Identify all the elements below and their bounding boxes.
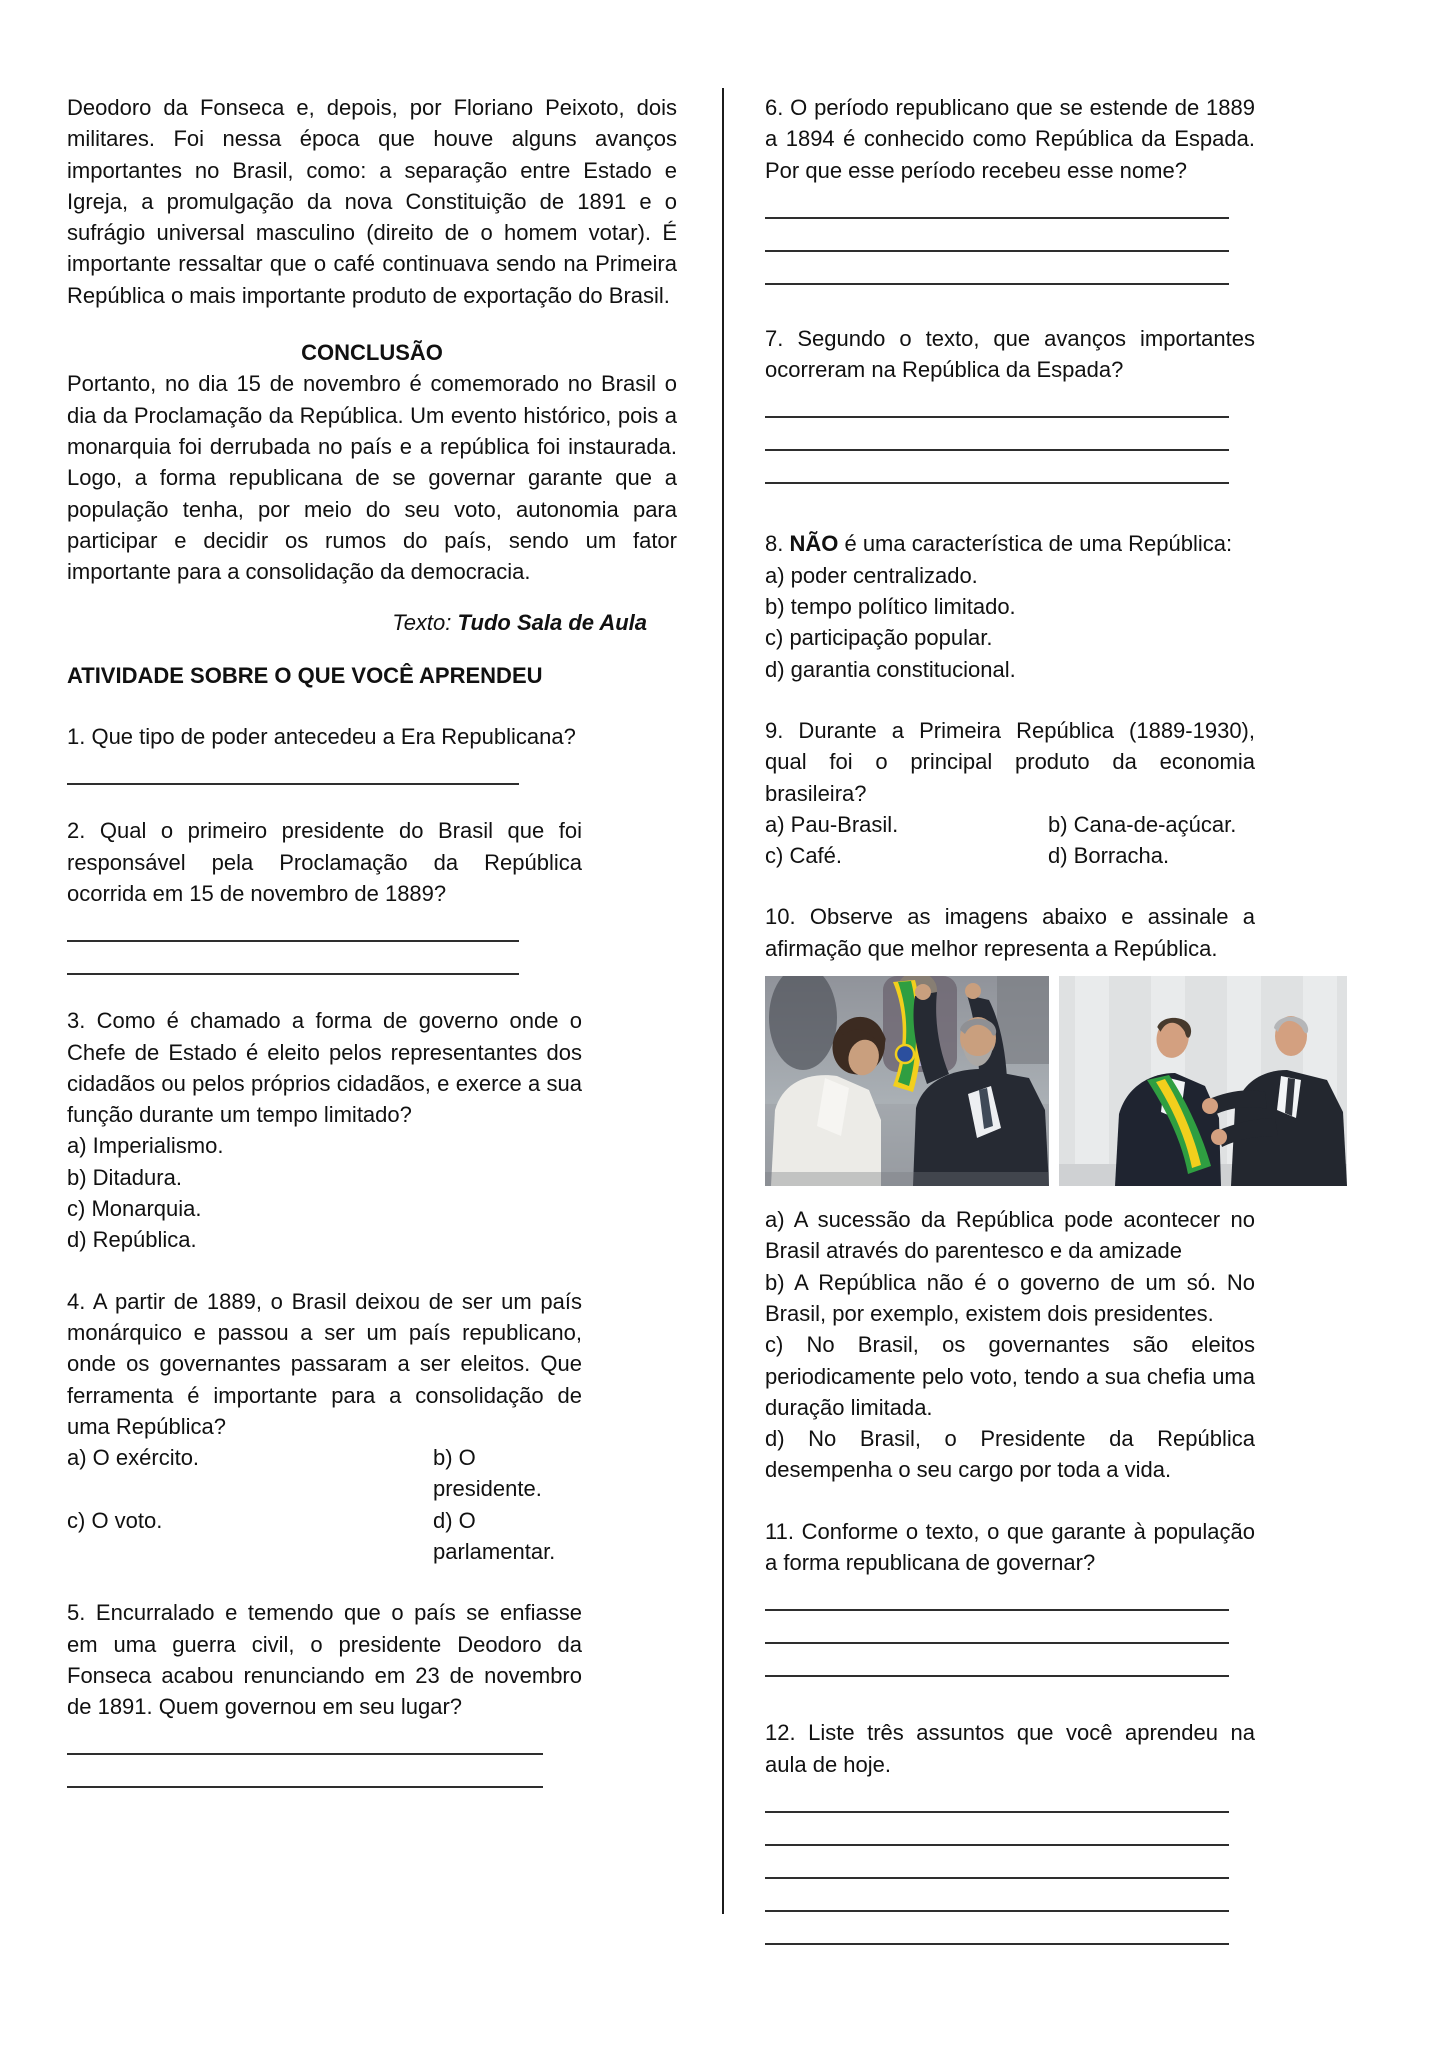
- option-c: c) Monarquia.: [67, 1196, 202, 1222]
- question-text: 7. Segundo o texto, que avanços importantes ocorreram na República da Espada?: [765, 325, 1255, 383]
- option-b: b) Ditadura.: [67, 1164, 182, 1190]
- answer-line: [765, 219, 1229, 252]
- question-number: 8.: [765, 531, 790, 557]
- question-bold-word: NÃO: [789, 531, 839, 557]
- options-row: [765, 809, 1255, 840]
- option-a: a) Pau-Brasil.: [765, 811, 899, 837]
- option-d: d) O parlamentar.: [433, 1507, 556, 1564]
- answer-line: [765, 1644, 1229, 1677]
- question-3: [67, 1005, 582, 1255]
- answer-line: [765, 252, 1229, 285]
- answer-line: [765, 418, 1229, 451]
- question-4: [67, 1286, 582, 1568]
- option-a: a) poder centralizado.: [765, 562, 978, 588]
- conclusion-heading: CONCLUSÃO: [301, 340, 443, 366]
- question-11: [765, 1516, 1255, 1678]
- question-text: 1. Que tipo de poder antecedeu a Era Republicana?: [67, 724, 576, 750]
- question-text: 10. Observe as imagens abaixo e assinale a afirmação que melhor representa a República.: [765, 904, 1255, 961]
- question-text: 9. Durante a Primeira República (1889-1930), qual foi o principal produto da economia brasileira?: [765, 717, 1255, 806]
- photo-bolsonaro-temer-sash: [1059, 976, 1347, 1186]
- questions-left: [67, 721, 582, 1788]
- source-credit-line: [67, 607, 677, 638]
- question-text: 12. Liste três assuntos que você aprendeu na aula de hoje.: [765, 1720, 1255, 1777]
- source-name: Tudo Sala de Aula: [457, 610, 647, 636]
- answer-line: [765, 186, 1229, 219]
- right-column: [765, 92, 1255, 1975]
- question-text: 5. Encurralado e temendo que o país se enfiasse em uma guerra civil, o presidente Deodoro da Fonseca acabou renunciando em 23 de novembro de 1891. Quem governou em seu lugar?: [67, 1600, 582, 1720]
- option-d: d) República.: [67, 1227, 197, 1253]
- answer-line: [67, 752, 519, 785]
- question-8: [765, 528, 1255, 684]
- answer-line: [765, 1611, 1229, 1644]
- answer-line: [765, 1780, 1229, 1813]
- answer-line: [765, 451, 1229, 484]
- option-d: d) garantia constitucional.: [765, 656, 1016, 682]
- option-a: a) A sucessão da República pode acontecer no Brasil através do parentesco e da amizade: [765, 1207, 1255, 1264]
- option-a: a) Imperialismo.: [67, 1133, 224, 1159]
- question-rest: é uma característica de uma República:: [838, 531, 1233, 557]
- option-c: c) O voto.: [67, 1507, 163, 1533]
- question-9: [765, 715, 1255, 871]
- question-2: [67, 815, 582, 975]
- options-row: [67, 1505, 582, 1568]
- option-b: b) O presidente.: [433, 1445, 542, 1502]
- question-text: 2. Qual o primeiro presidente do Brasil que foi responsável pela Proclamação da República ocorrida em 15 de novembro de 1889?: [67, 818, 582, 906]
- option-c: c) No Brasil, os governantes são eleitos periodicamente pelo voto, tendo a sua chefia uma duração limitada.: [765, 1332, 1255, 1420]
- options-row: [67, 1442, 582, 1505]
- source-prefix: Texto:: [392, 610, 458, 636]
- answer-line: [765, 1578, 1229, 1611]
- options-row: [765, 840, 1255, 871]
- answer-line: [67, 1722, 543, 1755]
- option-d: d) No Brasil, o Presidente da República desempenha o seu cargo por toda a vida.: [765, 1426, 1255, 1483]
- question-text: 3. Como é chamado a forma de governo onde o Chefe de Estado é eleito pelos representantes dos cidadãos ou pelos próprios cidadãos, e exerce a sua função durante um tempo limitado?: [67, 1008, 582, 1128]
- photo-dilma-lula-sash: [765, 976, 1049, 1186]
- answer-line: [67, 942, 519, 975]
- option-c: c) participação popular.: [765, 625, 993, 651]
- question-text: [765, 528, 1255, 559]
- option-d: d) Borracha.: [1048, 843, 1170, 869]
- column-divider-line: [722, 88, 724, 1914]
- question-10: [765, 901, 1255, 1485]
- option-b: b) Cana-de-açúcar.: [1048, 811, 1237, 837]
- question-text: 4. A partir de 1889, o Brasil deixou de ser um país monárquico e passou a ser um país republicano, onde os governantes passaram a ser eleitos. Que ferramenta é importante para a consolidação de uma República?: [67, 1288, 582, 1439]
- option-c: c) Café.: [765, 843, 843, 869]
- answer-line: [765, 1846, 1229, 1879]
- option-a: a) O exército.: [67, 1445, 200, 1471]
- option-b: b) A República não é o governo de um só. No Brasil, por exemplo, existem dois presidentes.: [765, 1269, 1255, 1326]
- question-text: 6. O período republicano que se estende de 1889 a 1894 é conhecido como República da Espada. Por que esse período recebeu esse nome?: [765, 95, 1255, 183]
- answer-line: [765, 1813, 1229, 1846]
- answer-line: [765, 1912, 1229, 1945]
- intro-paragraph: Deodoro da Fonseca e, depois, por Floriano Peixoto, dois militares. Foi nessa época que houve alguns avanços importantes no Brasil, como: a separação entre Estado e Igreja, a promulgação da nova Constituição de 1891 e o sufrágio universal masculino (direito de o homem votar). É importante ressaltar que o café continuava sendo na Primeira República o mais importante produto de exportação do Brasil.: [67, 95, 677, 308]
- inauguration-photos: [765, 976, 1347, 1186]
- question-7: [765, 323, 1255, 485]
- answer-line: [765, 385, 1229, 418]
- answer-line: [67, 1755, 543, 1788]
- answer-line: [67, 909, 519, 942]
- option-b: b) tempo político limitado.: [765, 594, 1016, 620]
- activity-heading: ATIVIDADE SOBRE O QUE VOCÊ APRENDEU: [67, 662, 543, 688]
- answer-line: [765, 1879, 1229, 1912]
- question-5: [67, 1597, 582, 1788]
- question-1: [67, 721, 582, 785]
- question-text: 11. Conforme o texto, o que garante à população a forma republicana de governar?: [765, 1518, 1255, 1576]
- question-6: [765, 92, 1255, 285]
- question-12: [765, 1717, 1255, 1945]
- conclusion-paragraph: Portanto, no dia 15 de novembro é comemorado no Brasil o dia da Proclamação da República. Um evento histórico, pois a monarquia foi derrubada no país e a república foi instaurada. Logo, a forma republicana de se governar garante que a população tenha, por meio do seu voto, autonomia para participar e decidir os rumos do país, sendo um fator importante para a consolidação da democracia.: [67, 371, 677, 585]
- left-column: [67, 92, 677, 1818]
